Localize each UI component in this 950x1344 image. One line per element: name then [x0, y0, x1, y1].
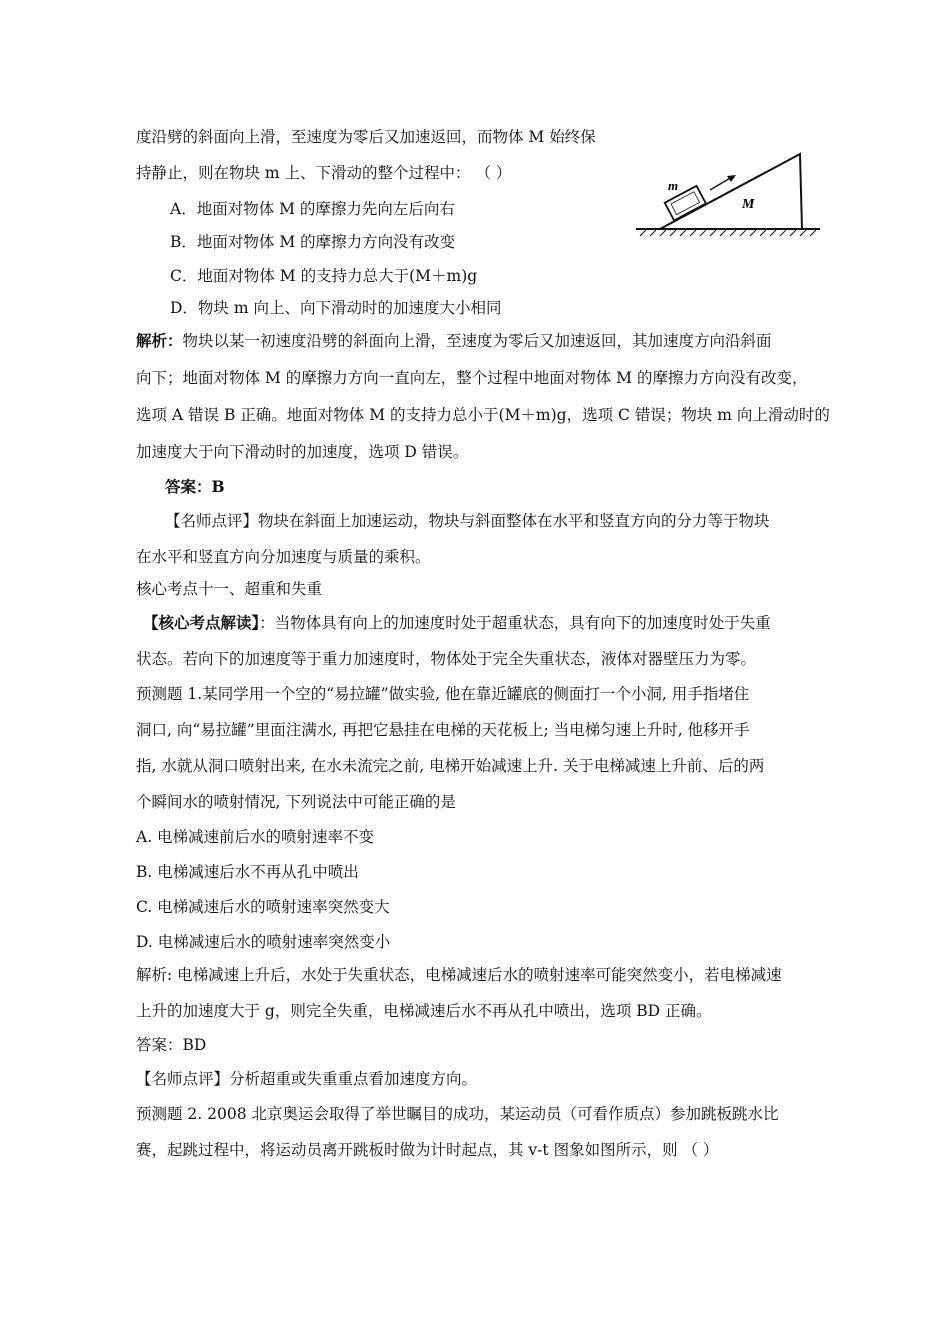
- question-stem-line: 度沿劈的斜面向上滑，至速度为零后又加速返回，而物体 M 始终保: [136, 128, 596, 146]
- analysis-line: 解析: 电梯减速上升后，水处于失重状态，电梯减速后水的喷射速率可能突然变小，若电梯减速: [136, 966, 782, 984]
- comment-line: 在水平和竖直方向分加速度与质量的乘积。: [136, 548, 431, 566]
- analysis-line: 加速度大于向下滑动时的加速度，选项 D 错误。: [136, 443, 469, 461]
- answer: 答案：BD: [136, 1036, 207, 1054]
- question-stem-line: 个瞬间水的喷射情况, 下列说法中可能正确的是: [136, 793, 456, 811]
- option-a: A．地面对物体 M 的摩擦力先向左后向右: [170, 200, 455, 218]
- option-a: A. 电梯减速前后水的喷射速率不变: [136, 828, 375, 846]
- core-reading-line: 状态。若向下的加速度等于重力加速度时，物体处于完全失重状态，液体对器壁压力为零。: [136, 650, 757, 668]
- section-title: 核心考点十一、超重和失重: [136, 580, 323, 598]
- question-stem-line: 持静止，则在物块 m 上、下滑动的整个过程中： （ ）: [136, 164, 512, 182]
- question-stem-line: 预测题 1.某同学用一个空的“易拉罐”做实验, 他在靠近罐底的侧面打一个小洞, 用手指堵住: [136, 685, 750, 703]
- option-c: C．地面对物体 M 的支持力总大于(M＋m)g: [170, 267, 478, 285]
- analysis-line: 上升的加速度大于 g，则完全失重，电梯减速后水不再从孔中喷出，选项 BD 正确。: [136, 1002, 712, 1020]
- question-stem-line: 赛，起跳过程中，将运动员离开跳板时做为计时起点，其 v-t 图象如图所示，则 （ ）: [136, 1141, 719, 1159]
- label-M: M: [742, 197, 755, 212]
- incline-diagram: [632, 146, 822, 242]
- analysis-line: 向下；地面对物体 M 的摩擦力方向一直向左，整个过程中地面对物体 M 的摩擦力方向没有改变，: [136, 369, 808, 387]
- question-stem-line: 指, 水就从洞口喷射出来, 在水未流完之前, 电梯开始减速上升. 关于电梯减速上升前、后的两: [136, 757, 765, 775]
- analysis-line: 选项 A 错误 B 正确。地面对物体 M 的支持力总小于(M＋m)g，选项 C 错误；物块 m 向上滑动时的: [136, 406, 830, 424]
- analysis-line: 解析：物块以某一初速度沿劈的斜面向上滑，至速度为零后又加速返回，其加速度方向沿斜面: [136, 331, 772, 350]
- analysis-label: 解析：: [136, 331, 183, 350]
- core-reading-line: 【核心考点解读】：当物体具有向上的加速度时处于超重状态，具有向下的加速度时处于失重: [143, 613, 771, 632]
- option-d: D. 电梯减速后水的喷射速率突然变小: [136, 933, 391, 951]
- comment-line: 【名师点评】物块在斜面上加速运动，物块与斜面整体在水平和竖直方向的分力等于物块: [165, 512, 770, 530]
- option-c: C. 电梯减速后水的喷射速率突然变大: [136, 898, 390, 916]
- wedge-M: [660, 154, 802, 229]
- velocity-arrow: [710, 175, 736, 190]
- option-b: B. 电梯减速后水不再从孔中喷出: [136, 863, 359, 881]
- label-m: m: [668, 178, 679, 193]
- question-stem-line: 洞口, 向“易拉罐”里面注满水, 再把它悬挂在电梯的天花板上; 当电梯匀速上升时, 他移开手: [136, 721, 750, 739]
- ground-hatching: [636, 229, 820, 236]
- answer: 答案：B: [165, 477, 225, 496]
- option-d: D．物块 m 向上、向下滑动时的加速度大小相同: [170, 299, 502, 317]
- core-reading-label: 【核心考点解读】: [143, 613, 260, 632]
- comment-line: 【名师点评】分析超重或失重重点看加速度方向。: [136, 1070, 478, 1088]
- option-b: B．地面对物体 M 的摩擦力方向没有改变: [170, 233, 456, 251]
- question-stem-line: 预测题 2. 2008 北京奥运会取得了举世瞩目的成功，某运动员（可看作质点）参加跳板跳水比: [136, 1105, 779, 1123]
